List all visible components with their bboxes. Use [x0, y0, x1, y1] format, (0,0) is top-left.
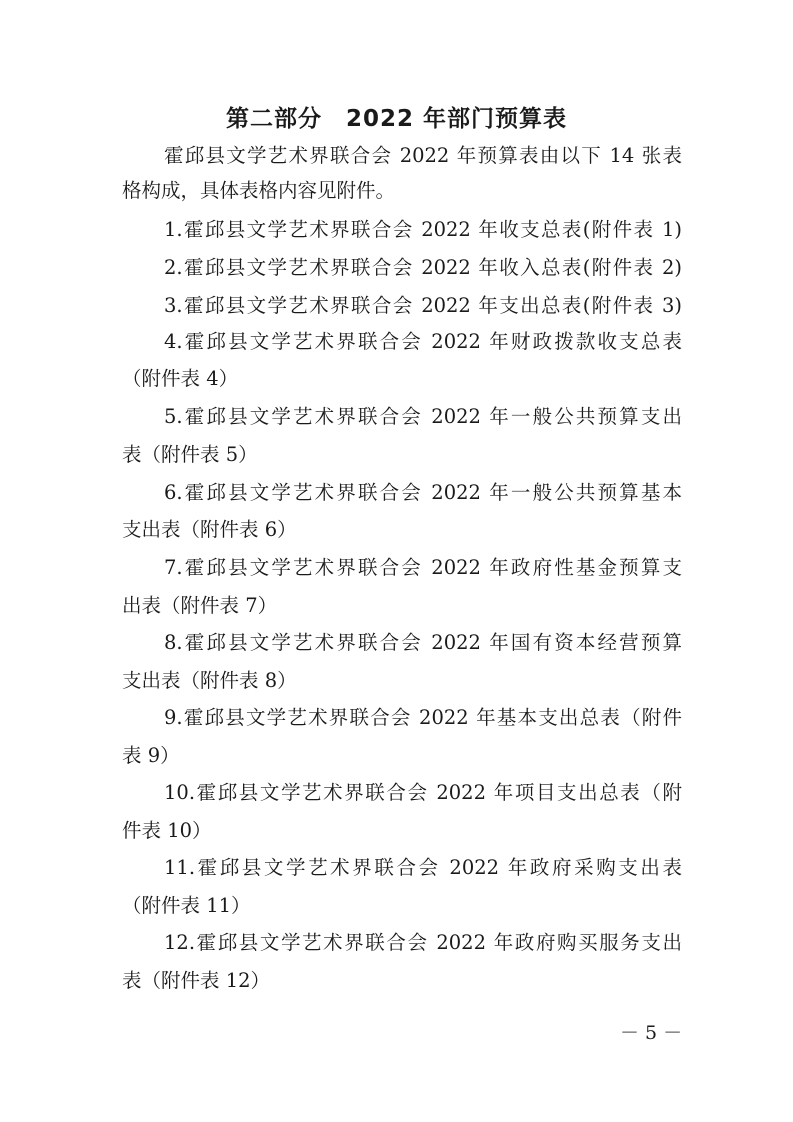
list-item-11-line-1: 11.霍邱县文学艺术界联合会 2022 年政府采购支出表: [164, 856, 682, 879]
list-item-4-line-2: （附件表 4）: [122, 367, 239, 390]
list-item-9-line-1: 9.霍邱县文学艺术界联合会 2022 年基本支出总表（附件: [164, 706, 682, 729]
list-item-11-line-2: （附件表 11）: [122, 894, 251, 917]
list-item-8-line-1: 8.霍邱县文学艺术界联合会 2022 年国有资本经营预算: [164, 631, 682, 654]
list-item-4-line-1: 4.霍邱县文学艺术界联合会 2022 年财政拨款收支总表: [164, 330, 682, 353]
list-item-12-line-1: 12.霍邱县文学艺术界联合会 2022 年政府购买服务支出: [164, 931, 682, 954]
page-number: － 5 －: [620, 1022, 683, 1044]
list-item-9-line-2: 表 9）: [122, 744, 180, 767]
list-item-7-line-1: 7.霍邱县文学艺术界联合会 2022 年政府性基金预算支: [164, 556, 682, 579]
list-item-8-line-2: 支出表（附件表 8）: [122, 669, 297, 692]
list-item-5-line-1: 5.霍邱县文学艺术界联合会 2022 年一般公共预算支出: [164, 405, 682, 428]
list-item-12-line-2: 表（附件表 12）: [122, 969, 271, 992]
list-item-3-line-1: 3.霍邱县文学艺术界联合会 2022 年支出总表(附件表 3): [164, 294, 682, 317]
list-item-10-line-2: 件表 10）: [122, 819, 212, 842]
page-title: 第二部分 2022 年部门预算表: [225, 106, 568, 132]
list-item-1-line-1: 1.霍邱县文学艺术界联合会 2022 年收支总表(附件表 1): [164, 218, 682, 241]
intro-line-1: 霍邱县文学艺术界联合会 2022 年预算表由以下 14 张表: [164, 144, 682, 167]
list-item-5-line-2: 表（附件表 5）: [122, 443, 258, 466]
list-item-6-line-1: 6.霍邱县文学艺术界联合会 2022 年一般公共预算基本: [164, 481, 682, 504]
intro-line-2: 格构成，具体表格内容见附件。: [122, 179, 396, 202]
list-item-6-line-2: 支出表（附件表 6）: [122, 518, 297, 541]
list-item-7-line-2: 出表（附件表 7）: [122, 594, 278, 617]
list-item-10-line-1: 10.霍邱县文学艺术界联合会 2022 年项目支出总表（附: [164, 781, 682, 804]
list-item-2-line-1: 2.霍邱县文学艺术界联合会 2022 年收入总表(附件表 2): [164, 256, 682, 279]
